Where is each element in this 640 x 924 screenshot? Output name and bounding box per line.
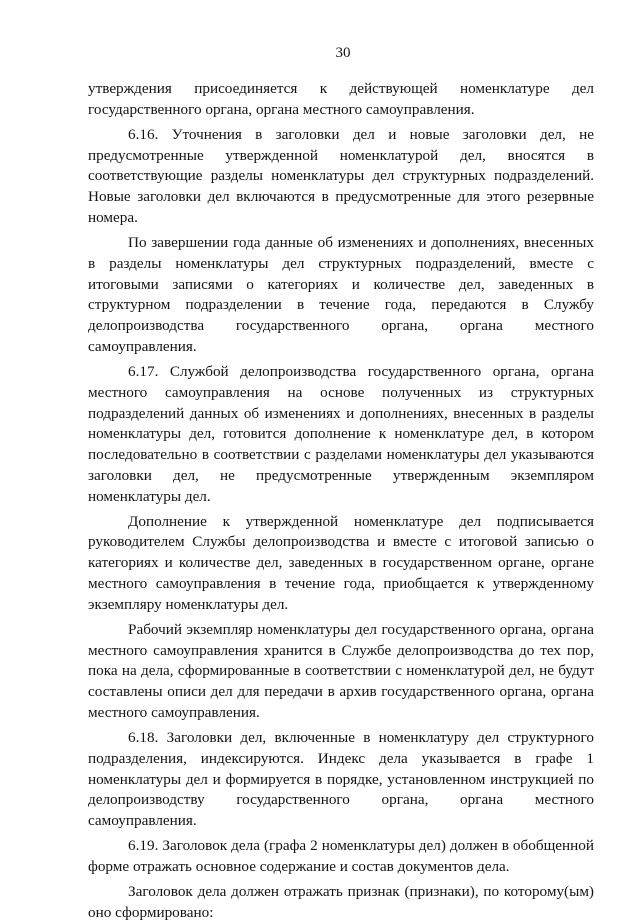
page-number: 30 xyxy=(335,45,351,61)
paragraph: 6.19. Заголовок дела (графа 2 номенклатуры дел) должен в обобщенной форме отражать основное содержание и состав документов дела. xyxy=(88,837,594,875)
paragraph: По завершении года данные об изменениях и дополнениях, внесенных в разделы номенклатуры дел структурных подразделений, вместе с итоговыми записями о категориях и количестве дел, заведенных в структурном подразделении в течение года, передаются в Службу делопроизводства государственного органа, органа местного самоуправления. xyxy=(88,233,594,355)
paragraph: Дополнение к утвержденной номенклатуре дел подписывается руководителем Службы делопроизводства и вместе с итоговой записью о категориях и количестве дел, заведенных в государственном органе, органе местного самоуправления в течение года, приобщается к утвержденному экземпляру номенклатуры дел. xyxy=(88,512,594,613)
paragraph: Заголовок дела должен отражать признак (признаки), по которому(ым) оно сформировано: xyxy=(88,882,594,921)
paragraph: утверждения присоединяется к действующей номенклатуре дел государственного органа, органа местного самоуправления. xyxy=(88,80,594,118)
document-body xyxy=(88,79,594,924)
paragraph: 6.18. Заголовки дел, включенные в номенклатуру дел структурного подразделения, индексируются. Индекс дела указывается в графе 1 номенклатуры дел и формируется в порядке, установленном инструкцией по делопроизводству государственного органа, органа местного самоуправления. xyxy=(88,729,594,830)
paragraph: 6.17. Службой делопроизводства государственного органа, органа местного самоуправления на основе полученных из структурных подразделений данных об изменениях и дополнениях, внесенных в разделы номенклатуры дел, готовится дополнение к номенклатуре дел, в котором последовательно в соответствии с разделами номенклатуры дел указываются заголовки дел, не предусмотренные утвержденным экземпляром номенклатуры дел. xyxy=(88,362,594,505)
paragraph: Рабочий экземпляр номенклатуры дел государственного органа, органа местного самоуправления хранится в Службе делопроизводства до тех пор, пока на дела, сформированные в соответствии с номенклатурой дел, не будут составлены описи дел для передачи в архив государственного органа, органа местного самоуправления. xyxy=(88,620,594,722)
paragraph: 6.16. Уточнения в заголовки дел и новые заголовки дел, не предусмотренные утвержденной номенклатурой дел, вносятся в соответствующие разделы номенклатуры дел структурных подразделений. Новые заголовки дел включаются в предусмотренные для этого резервные номера. xyxy=(88,125,594,226)
